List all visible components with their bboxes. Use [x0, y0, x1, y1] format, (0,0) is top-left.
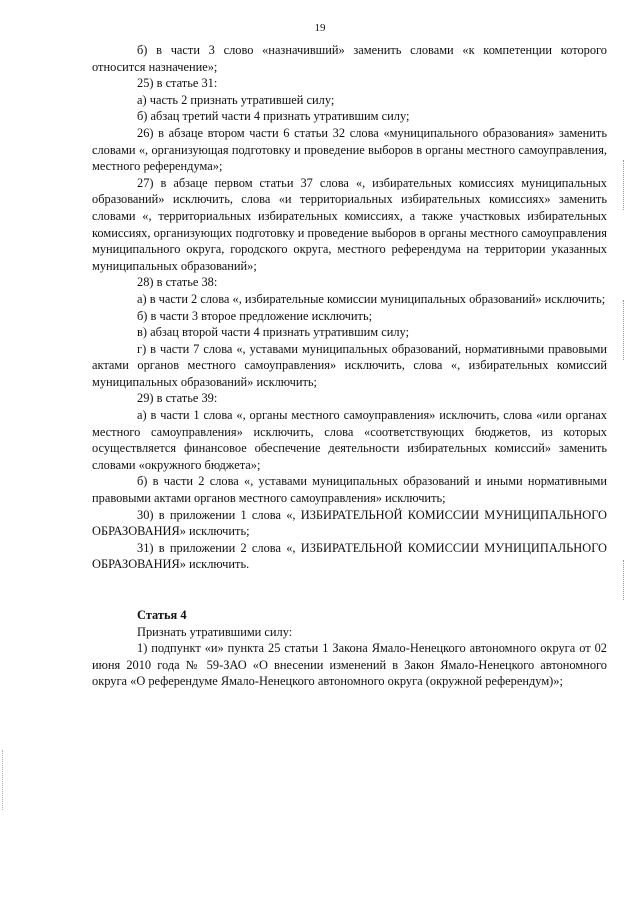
paragraph: б) в части 3 слово «назначивший» заменить словами «к компетенции которого относится назначение»; — [92, 43, 607, 74]
scan-edge-mark — [2, 750, 4, 810]
paragraph: б) абзац третий части 4 признать утратившим силу; — [137, 109, 410, 124]
paragraph: 31) в приложении 2 слова «, ИЗБИРАТЕЛЬНОЙ КОМИССИИ МУНИЦИПАЛЬНОГО ОБРАЗОВАНИЯ» исключить. — [92, 540, 607, 572]
article-heading: Статья 4 — [137, 608, 187, 622]
paragraph: 26) в абзаце втором части 6 статьи 32 слова «муниципального образования» заменить словами «, организующая подготовку и проведение выборов в органы местного самоуправления, местного референдума»; — [92, 125, 607, 174]
paragraph: в) абзац второй части 4 признать утратившим силу; — [137, 325, 410, 340]
paragraph: 25) в статье 31: — [137, 76, 218, 91]
paragraph: 27) в абзаце первом статьи 37 слова «, избирательных комиссиях муниципальных образований» исключить, слова «и территориальных избирательных комиссиях» заменить словами «, территориальных избирательных комиссиях, а также участковых избирательных комиссиях, организующих подготовку и проведение выборов в органы местного самоуправления муниципального округа, городского округа, местного референдума на территории указанных муниципальных образований»; — [92, 175, 607, 273]
paragraph: б) в части 2 слова «, уставами муниципальных образований и иными нормативными правовыми актами органов местного самоуправления» исключить; — [92, 474, 607, 506]
paragraph: а) в части 2 слова «, избирательные комиссии муниципальных образований» исключить; — [137, 291, 606, 306]
article-paragraph: Признать утратившими силу: — [137, 624, 293, 639]
scan-edge-mark — [623, 300, 626, 360]
paragraph: а) часть 2 признать утратившей силу; — [137, 92, 335, 107]
paragraph: а) в части 1 слова «, органы местного самоуправления» исключить, слова «или органах местного самоуправления» исключить, слова «соответствующих бюджетов, из которых осуществляется финансовое обеспечение деятельности избирательных комиссий» заменить словами «окружного бюджета»; — [92, 408, 607, 472]
article-paragraph: 1) подпункт «и» пункта 25 статьи 1 Закона Ямало-Ненецкого автономного округа от 02 июня 2010 года № 59-ЗАО «О внесении изменений в Закон Ямало-Ненецкого автономного округа «О референдуме Ямало-Ненецкого автономного округа (окружной референдум)»; — [92, 641, 607, 689]
page-number: 19 — [314, 22, 326, 34]
scan-edge-mark — [623, 560, 626, 600]
paragraph: 30) в приложении 1 слова «, ИЗБИРАТЕЛЬНОЙ КОМИССИИ МУНИЦИПАЛЬНОГО ОБРАЗОВАНИЯ» исключить; — [92, 507, 607, 539]
paragraph: г) в части 7 слова «, уставами муниципальных образований, нормативными правовыми актами органов местного самоуправления» исключить, слова «, избирательных комиссий муниципальных образований» исключить; — [92, 341, 607, 389]
paragraph: 29) в статье 39: — [137, 391, 218, 406]
paragraph: б) в части 3 второе предложение исключить; — [137, 308, 373, 323]
scan-edge-mark — [623, 160, 626, 210]
paragraph: 28) в статье 38: — [137, 275, 218, 290]
document-body — [92, 42, 607, 690]
spacer — [92, 573, 607, 590]
